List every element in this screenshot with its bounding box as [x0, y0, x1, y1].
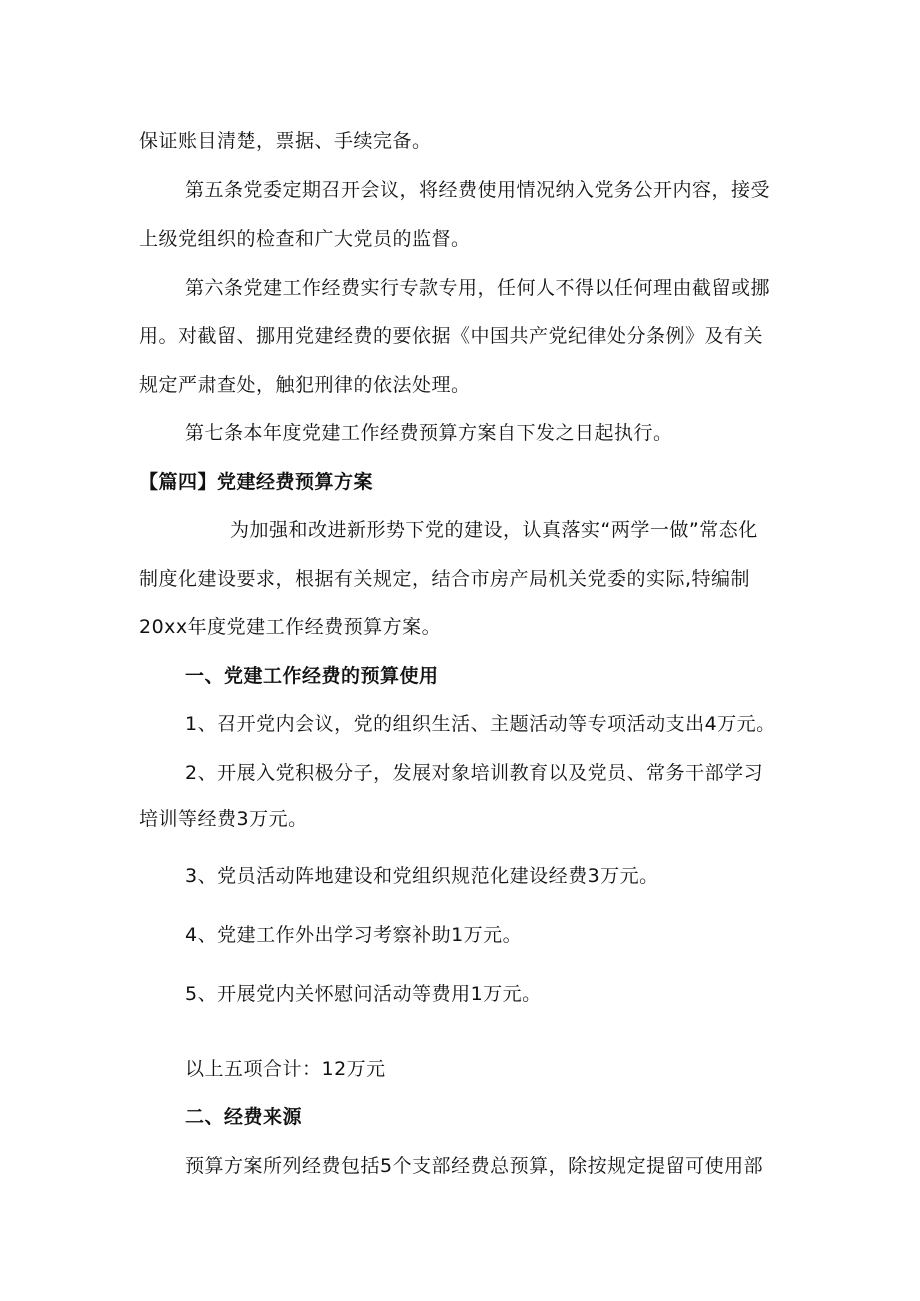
list-item: 1、召开党内会议，党的组织生活、主题活动等专项活动支出4万元。 — [185, 713, 776, 735]
list-item: 5、开展党内关怀慰问活动等费用1万元。 — [185, 983, 542, 1005]
intro-line: 为加强和改进新形势下党的建设，认真落实“两学一做”常态化 — [230, 519, 758, 541]
text-line: 第七条本年度党建工作经费预算方案自下发之日起执行。 — [185, 422, 673, 444]
text-line: 上级党组织的检查和广大党员的监督。 — [139, 228, 471, 250]
list-item: 4、党建工作外出学习考察补助1万元。 — [185, 924, 523, 946]
heading-budget-use: 一、党建工作经费的预算使用 — [185, 665, 439, 687]
list-item: 2、开展入党积极分子，发展对象培训教育以及党员、常务干部学习 — [185, 762, 764, 784]
text-line: 第六条党建工作经费实行专款专用，任何人不得以任何理由截留或挪 — [185, 277, 771, 299]
section-title: 【篇四】党建经费预算方案 — [139, 471, 374, 493]
heading-funding-source: 二、经费来源 — [185, 1106, 303, 1128]
intro-line: 20xx年度党建工作经费预算方案。 — [139, 616, 442, 638]
total-line: 以上五项合计：12万元 — [185, 1058, 386, 1080]
text-line: 第五条党委定期召开会议，将经费使用情况纳入党务公开内容，接受 — [185, 179, 771, 201]
text-line: 预算方案所列经费包括5个支部经费总预算，除按规定提留可使用部 — [185, 1155, 764, 1177]
text-line: 规定严肃查处，触犯刑律的依法处理。 — [139, 374, 471, 396]
intro-line: 制度化建设要求，根据有关规定，结合市房产局机关党委的实际,特编制 — [139, 568, 751, 590]
list-item: 培训等经费3万元。 — [139, 808, 308, 830]
list-item: 3、党员活动阵地建设和党组织规范化建设经费3万元。 — [185, 865, 659, 887]
text-line: 保证账目清楚，票据、手续完备。 — [139, 130, 432, 152]
text-line: 用。对截留、挪用党建经费的要依据《中国共产党纪律处分条例》及有关 — [139, 325, 764, 347]
